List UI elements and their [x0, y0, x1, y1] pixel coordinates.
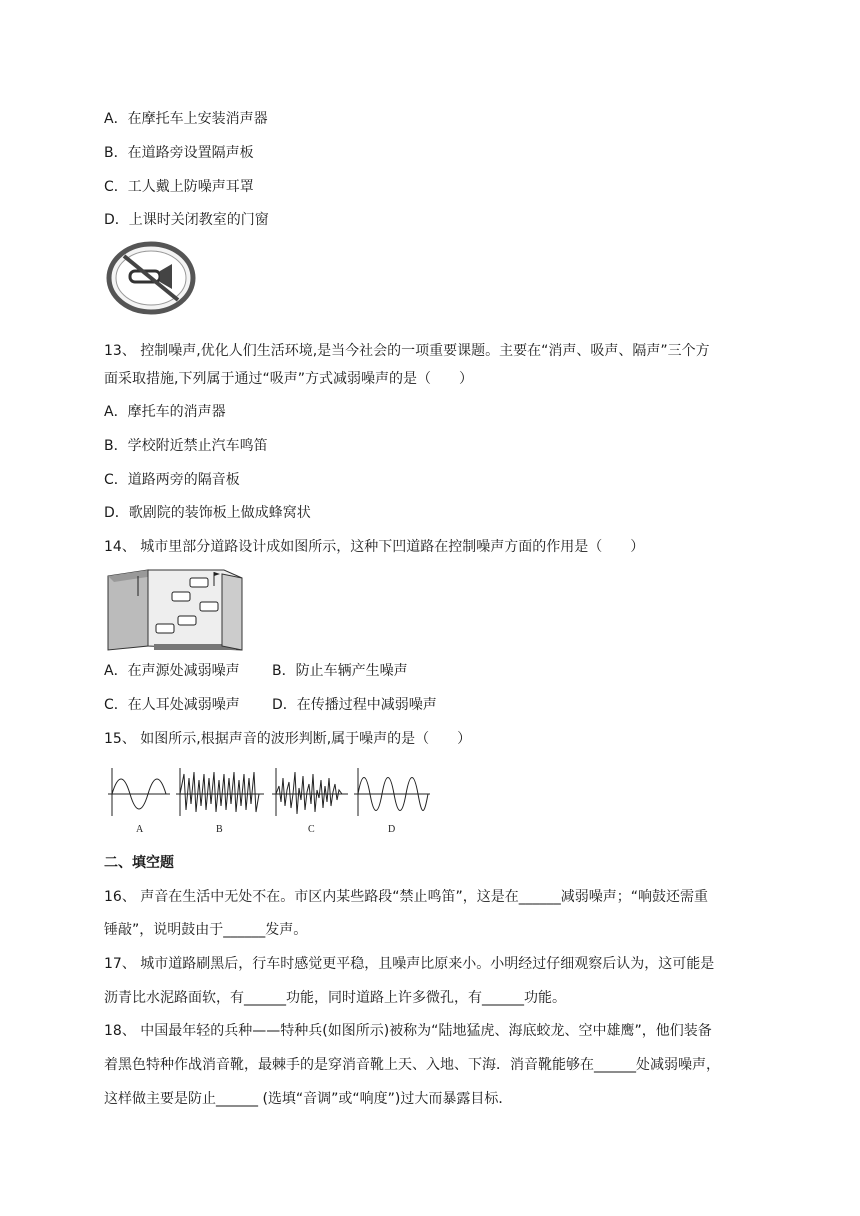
wave-label-d: D [388, 824, 396, 835]
q14-option-b: B．防止车辆产生噪声 [272, 663, 408, 679]
wave-label-c: C [308, 824, 315, 835]
q16-stem-2: 锤敲”，说明鼓由于______发声。 [104, 922, 308, 938]
wave-d [354, 768, 430, 816]
sunken-road-figure [104, 566, 246, 652]
q12-option-d: D．上课时关闭教室的门窗 [104, 212, 269, 228]
q13-option-b: B．学校附近禁止汽车鸣笛 [104, 438, 268, 454]
q18-stem-1: 18、 中国最年轻的兵种——特种兵(如图所示)被称为“陆地猛虎、海底蛟龙、空中雄鹰”，他们装备 [104, 1023, 712, 1039]
q14-stem: 14、 城市里部分道路设计成如图所示，这种下凹道路在控制噪声方面的作用是（ ） [104, 539, 645, 555]
waveform-figure [104, 764, 434, 836]
q13-stem-2: 面采取措施,下列属于通过“吸声”方式减弱噪声的是（ ） [104, 371, 473, 387]
wave-label-b: B [216, 824, 223, 835]
q13-stem-1: 13、 控制噪声,优化人们生活环境,是当今社会的一项重要课题。主要在“消声、吸声、隔声”三个方 [104, 343, 710, 359]
q14-option-d: D．在传播过程中减弱噪声 [272, 697, 437, 713]
q18-stem-2: 着黑色特种作战消音靴，最棘手的是穿消音靴上天、入地、下海．消音靴能够在______处减弱噪声， [104, 1057, 720, 1073]
q15-stem: 15、 如图所示,根据声音的波形判断,属于噪声的是（ ） [104, 731, 472, 747]
section-heading-fill-in: 二、填空题 [104, 855, 174, 871]
q13-option-c: C．道路两旁的隔音板 [104, 472, 240, 488]
wave-b [176, 768, 264, 816]
q12-option-c: C．工人戴上防噪声耳罩 [104, 179, 254, 195]
q18-stem-3: 这样做主要是防止______ (选填“音调”或“响度”)过大而暴露目标． [104, 1091, 513, 1107]
q16-stem-1: 16、 声音在生活中无处不在。市区内某些路段“禁止鸣笛”，这是在______减弱噪声；“响鼓还需重 [104, 889, 709, 905]
q12-option-b: B．在道路旁设置隔声板 [104, 145, 254, 161]
no-horn-sign-icon [104, 240, 198, 316]
q14-option-c: C．在人耳处减弱噪声 [104, 697, 240, 713]
q17-stem-2: 沥青比水泥路面软，有______功能，同时道路上许多微孔，有______功能。 [104, 990, 566, 1006]
q17-stem-1: 17、 城市道路刷黑后，行车时感觉更平稳，且噪声比原来小。小明经过仔细观察后认为，这可能是 [104, 956, 715, 972]
wave-c [272, 768, 348, 816]
q14-option-a: A．在声源处减弱噪声 [104, 663, 240, 679]
q13-option-a: A．摩托车的消声器 [104, 404, 226, 420]
q13-option-d: D．歌剧院的装饰板上做成蜂窝状 [104, 505, 311, 521]
wave-label-a: A [136, 824, 144, 835]
wave-a [108, 768, 170, 816]
q12-option-a: A．在摩托车上安装消声器 [104, 111, 268, 127]
